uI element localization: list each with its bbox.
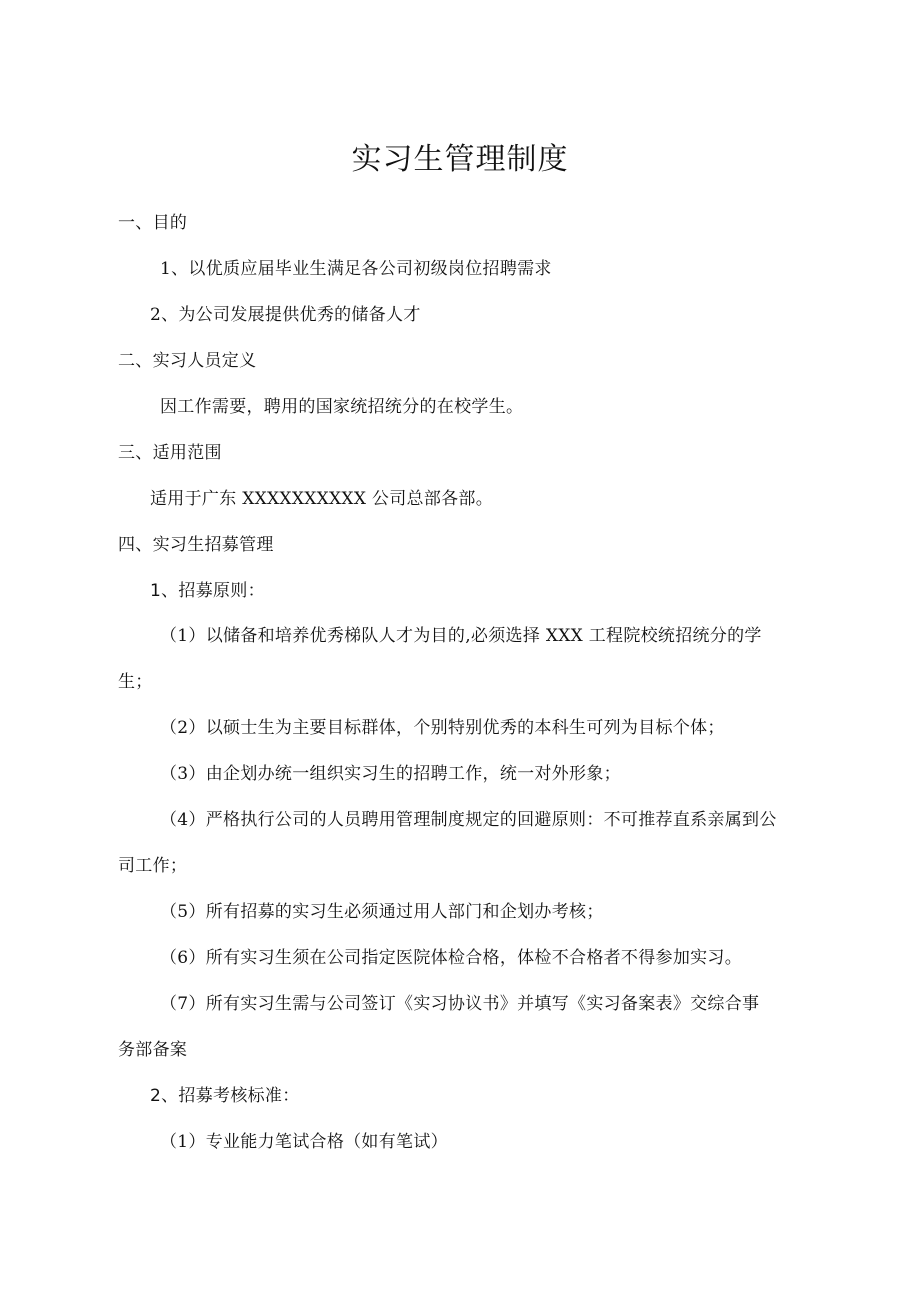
principle-item-4-cont: 司工作；: [118, 856, 188, 876]
scope-text: 适用于广东 XXXXXXXXXX 公司总部各部。: [150, 489, 494, 509]
section-heading-purpose: 一、目的: [118, 213, 188, 233]
purpose-item-1: 1、以优质应届毕业生满足各公司初级岗位招聘需求: [160, 259, 552, 279]
principle-item-5: （5）所有招募的实习生必须通过用人部门和企划办考核；: [160, 902, 604, 922]
principle-item-7-cont: 务部备案: [118, 1040, 188, 1060]
purpose-item-2: 2、为公司发展提供优秀的储备人才: [150, 305, 421, 325]
principle-item-1-cont: 生；: [118, 672, 153, 692]
principle-item-1: （1）以储备和培养优秀梯队人才为目的,必须选择 XXX 工程院校统招统分的学: [160, 626, 762, 646]
subsection-heading-principles: 1、招募原则：: [150, 581, 265, 601]
principle-item-3: （3）由企划办统一组织实习生的招聘工作，统一对外形象；: [160, 764, 621, 784]
document-title: 实习生管理制度: [351, 142, 569, 177]
section-heading-scope: 三、适用范围: [118, 443, 222, 463]
definition-text: 因工作需要，聘用的国家统招统分的在校学生。: [160, 397, 524, 417]
standard-item-1: （1）专业能力笔试合格（如有笔试）: [160, 1132, 448, 1152]
section-heading-recruitment: 四、实习生招募管理: [118, 535, 274, 555]
section-heading-definition: 二、实习人员定义: [118, 351, 257, 371]
principle-item-4: （4）严格执行公司的人员聘用管理制度规定的回避原则：不可推荐直系亲属到公: [160, 810, 777, 830]
subsection-heading-standards: 2、招募考核标准：: [150, 1086, 300, 1106]
principle-item-6: （6）所有实习生须在公司指定医院体检合格，体检不合格者不得参加实习。: [160, 948, 743, 968]
principle-item-2: （2）以硕士生为主要目标群体，个别特别优秀的本科生可列为目标个体；: [160, 718, 725, 738]
principle-item-7: （7）所有实习生需与公司签订《实习协议书》并填写《实习备案表》交综合事: [160, 994, 760, 1014]
